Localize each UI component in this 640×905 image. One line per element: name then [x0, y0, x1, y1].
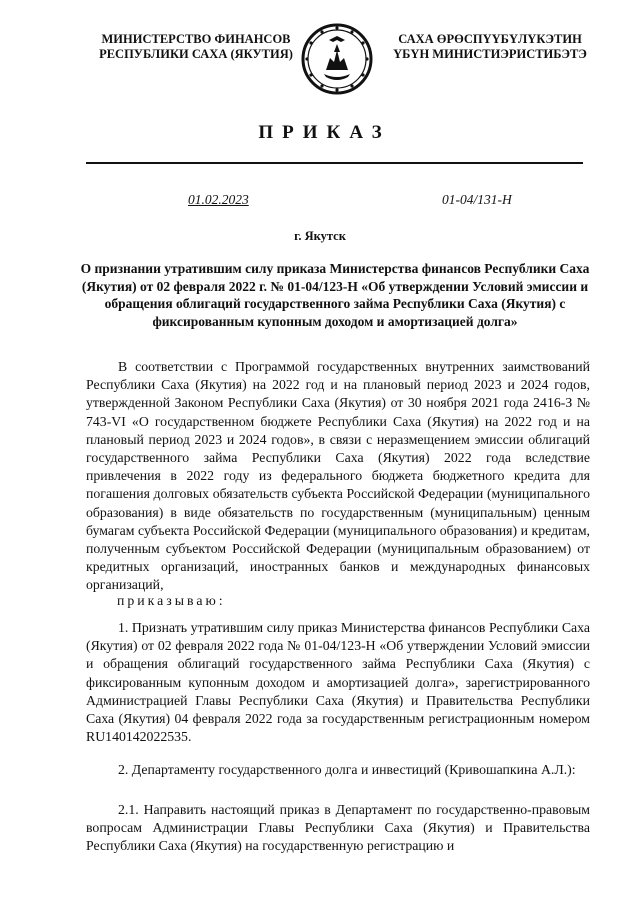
clause-2-paragraph: 2. Департаменту государственного долга и инвестиций (Кривошапкина А.Л.):: [118, 762, 576, 777]
clause-1-paragraph: 1. Признать утратившим силу приказ Министерства финансов Республики Саха (Якутия) от 02 февраля 2022 года № 01-04/123-Н «Об утверждении Условий эмиссии и обращения облигаций государственного займа Республики Саха (Якутия) с фиксированным купонным доходом и амортизацией долга», зарегистрированного Администрацией Главы Республики Саха (Якутия) и Правительства Республики Саха (Якутия) 04 февраля 2022 года за государственным регистрационным номером RU140142022535.: [86, 620, 590, 745]
document-city: г. Якутск: [294, 229, 346, 243]
coat-of-arms-icon: [300, 22, 374, 96]
orders-line: приказываю:: [117, 593, 226, 608]
document-heading: О признании утратившим силу приказа Министерства финансов Республики Саха (Якутия) от 02 февраля 2022 г. № 01-04/123-Н «Об утверждении Условий эмиссии и обращения облигаций государственного займа Республики Саха (Якутия) с фиксированным купонным доходом и амортизацией долга»: [80, 261, 590, 329]
letterhead: [0, 22, 640, 92]
document-title: ПРИКАЗ: [258, 122, 391, 143]
header-divider: [86, 162, 583, 164]
ministry-name-yakut: САХА ӨРӨСПҮҮБҮЛҮКЭТИН ҮБҮН МИНИСТИЭРИСТИБЭТЭ: [393, 32, 587, 61]
clause-2-1-paragraph: 2.1. Направить настоящий приказ в Департамент по государственно-правовым вопросам Администрации Главы Республики Саха (Якутия) и Правительства Республики Саха (Якутия) на государственную регистрацию и: [86, 802, 590, 854]
ministry-name-russian: МИНИСТЕРСТВО ФИНАНСОВ РЕСПУБЛИКИ САХА (ЯКУТИЯ): [99, 32, 293, 61]
preamble-paragraph: В соответствии с Программой государственных внутренних заимствований Республики Саха (Якутия) на 2022 год и на плановый период 2023 и 2024 годов, утвержденной Законом Республики Саха (Якутия) от 30 ноября 2021 года 2416-З № 743-VI «О государственном бюджете Республики Саха (Якутия) на 2022 год и на плановый период 2023 и 2024 годов», в связи с неразмещением эмиссии облигаций государственного займа Республики Саха (Якутия) 2022 года вследствие привлечения в 2022 году из федерального бюджета бюджетного кредита для погашения долговых обязательств субъекта Российской Федерации (муниципального образования) в виде обязательств по государственным (муниципальным) ценным бумагам субъекта Российской Федерации (муниципального образования) и кредитам, полученным субъектом Российской Федерации (муниципальным образованием) от кредитных организаций, иностранных банков и международных финансовых организаций,: [86, 359, 590, 593]
document-number: 01-04/131-Н: [442, 192, 512, 207]
document-date: 01.02.2023: [188, 192, 249, 207]
